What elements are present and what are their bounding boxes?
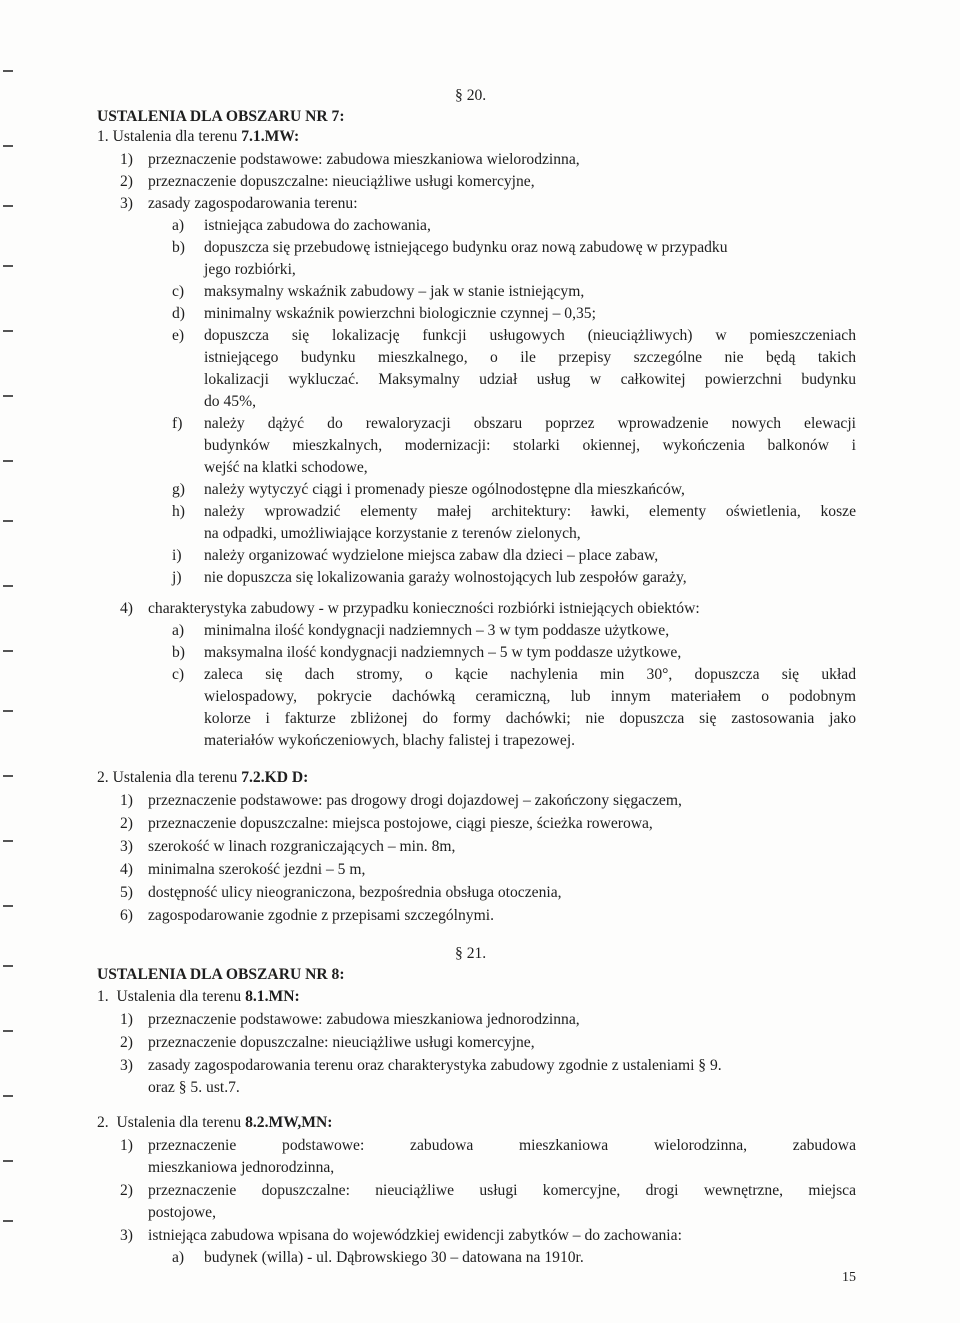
list-item: zagospodarowanie zgodnie z przepisami szczególnymi.: [148, 907, 494, 924]
list-letter: a): [172, 1249, 185, 1266]
binder-mark: [3, 70, 13, 72]
list-item: maksymalna ilość kondygnacji nadziemnych – 5 w tym poddasze użytkowe,: [204, 644, 682, 661]
binder-mark: [3, 965, 13, 967]
list-item: przeznaczenie dopuszczalne: nieuciążliwe usługi komercyjne,: [148, 173, 535, 190]
list-number: 3): [120, 838, 133, 855]
list-item-cont: jego rozbiórki,: [204, 261, 296, 278]
list-letter: e): [172, 327, 185, 344]
list-item: przeznaczenie podstawowe: zabudowa mieszkaniowa wielorodzinna, zabudowa: [148, 1137, 856, 1154]
list-item: budynek (willa) - ul. Dąbrowskiego 30 – datowana na 1910r.: [204, 1249, 584, 1266]
list-item-cont: budynków mieszkalnych, modernizacji: stolarki okiennej, wykończenia balkonów i: [204, 437, 856, 454]
list-number: 2): [120, 1182, 133, 1199]
subsection-title-text: 2. Ustalenia dla terenu: [97, 769, 242, 786]
list-number: 2): [120, 173, 133, 190]
list-item-cont: oraz § 5. ust.7.: [148, 1079, 240, 1096]
list-number: 2): [120, 1034, 133, 1051]
list-item: przeznaczenie dopuszczalne: miejsca postojowe, ciągi piesze, ścieżka rowerowa,: [148, 815, 653, 832]
list-letter: d): [172, 305, 185, 322]
list-item-cont: kolorze i fakturze zbliżonej do formy dachówki; nie dopuszcza się zastosowania jako: [204, 710, 856, 727]
list-number: 3): [120, 195, 133, 212]
binder-mark: [3, 710, 13, 712]
list-item: minimalna ilość kondygnacji nadziemnych – 3 w tym poddasze użytkowe,: [204, 622, 670, 639]
binder-mark: [3, 460, 13, 462]
section-header: USTALENIA DLA OBSZARU NR 8:: [97, 966, 345, 983]
list-item: maksymalny wskaźnik zabudowy – jak w stanie istniejącym,: [204, 283, 585, 300]
list-item: przeznaczenie podstawowe: zabudowa mieszkaniowa jednorodzinna,: [148, 1011, 580, 1028]
list-item: przeznaczenie dopuszczalne: nieuciążliwe usługi komercyjne,: [148, 1034, 535, 1051]
list-number: 1): [120, 1011, 133, 1028]
page-number: 15: [842, 1270, 856, 1285]
list-item: przeznaczenie dopuszczalne: nieuciążliwe usługi komercyjne, drogi wewnętrzne, miejsca: [148, 1182, 856, 1199]
binder-mark: [3, 1095, 13, 1097]
list-item-cont: materiałów wykończeniowych, blachy falistej i trapezowej.: [204, 732, 576, 749]
area-code: 7.1.MW:: [241, 128, 300, 145]
list-letter: b): [172, 644, 185, 661]
list-number: 2): [120, 815, 133, 832]
list-item-cont: lokalizacji wykluczać. Maksymalny udział usług w całkowitej powierzchni budynku: [204, 371, 856, 388]
section-header: USTALENIA DLA OBSZARU NR 7:: [97, 108, 345, 125]
list-item: przeznaczenie podstawowe: pas drogowy drogi dojazdowej – zakończony sięgaczem,: [148, 792, 682, 809]
list-item: należy wytyczyć ciągi i promenady piesze ogólnodostępne dla mieszkańców,: [204, 481, 685, 498]
list-item: minimalna szerokość jezdni – 5 m,: [148, 861, 366, 878]
list-item: należy wprowadzić elementy małej architektury: ławki, elementy oświetlenia, kosze: [204, 503, 856, 520]
list-number: 4): [120, 600, 133, 617]
list-letter: a): [172, 217, 185, 234]
binder-mark: [3, 520, 13, 522]
list-letter: a): [172, 622, 185, 639]
binder-mark: [3, 650, 13, 652]
list-letter: i): [172, 547, 182, 564]
list-letter: c): [172, 666, 185, 683]
list-letter: h): [172, 503, 185, 520]
list-letter: c): [172, 283, 185, 300]
list-item-cont: wejść na klatki schodowe,: [204, 459, 368, 476]
paragraph-number: § 21.: [455, 945, 487, 962]
binder-mark: [3, 840, 13, 842]
list-letter: f): [172, 415, 183, 432]
binder-mark: [3, 1220, 13, 1222]
list-item-cont: do 45%,: [204, 393, 256, 410]
list-item-cont: istniejącego budynku mieszkalnego, o ile przepisy szczególne nie będą takich: [204, 349, 856, 366]
list-item: dopuszcza się przebudowę istniejącego budynku oraz nową zabudowę w przypadku: [204, 239, 728, 256]
binder-mark: [3, 330, 13, 332]
list-number: 1): [120, 1137, 133, 1154]
list-item: minimalny wskaźnik powierzchni biologicznie czynnej – 0,35;: [204, 305, 596, 322]
area-code: 8.2.MW,MN:: [245, 1114, 333, 1131]
subsection-title: [97, 127, 299, 147]
list-item-cont: mieszkaniowa jednorodzinna,: [148, 1159, 335, 1176]
list-number: 3): [120, 1227, 133, 1244]
list-item-cont: na odpadki, umożliwiające korzystanie z terenów zielonych,: [204, 525, 581, 542]
list-item: przeznaczenie podstawowe: zabudowa mieszkaniowa wielorodzinna,: [148, 151, 580, 168]
list-letter: b): [172, 239, 185, 256]
binder-mark: [3, 775, 13, 777]
subsection-title-text: 2. Ustalenia dla terenu: [97, 1114, 246, 1131]
list-letter: g): [172, 481, 185, 498]
list-item: należy organizować wydzielone miejsca zabaw dla dzieci – place zabaw,: [204, 547, 659, 564]
area-code: 7.2.KD D:: [241, 769, 309, 786]
list-item: należy dążyć do rewaloryzacji obszaru poprzez wprowadzenie nowych elewacji: [204, 415, 856, 432]
list-number: 4): [120, 861, 133, 878]
subsection-title: [97, 768, 308, 788]
list-item: szerokość w linach rozgraniczających – min. 8m,: [148, 838, 456, 855]
list-number: 1): [120, 151, 133, 168]
list-number: 5): [120, 884, 133, 901]
list-item: istniejąca zabudowa wpisana do wojewódzkiej ewidencji zabytków – do zachowania:: [148, 1227, 682, 1244]
list-item: dopuszcza się lokalizację funkcji usługowych (nieuciążliwych) w pomieszczeniach: [204, 327, 856, 344]
area-code: 8.1.MN:: [245, 988, 300, 1005]
subsection-title: [97, 1113, 332, 1133]
binder-mark: [3, 395, 13, 397]
list-item: charakterystyka zabudowy - w przypadku konieczności rozbiórki istniejących obiektów:: [148, 600, 700, 617]
binder-mark: [3, 205, 13, 207]
list-item: zasady zagospodarowania terenu oraz charakterystyka zabudowy zgodnie z ustaleniami § 9.: [148, 1057, 722, 1074]
paragraph-number: § 20.: [455, 87, 487, 104]
list-item: zaleca się dach stromy, o kącie nachylenia min 30°, dopuszcza się układ: [204, 666, 856, 683]
list-item-cont: wielospadowy, pokrycie dachówką ceramiczną, lub innym materiałem o podobnym: [204, 688, 856, 705]
list-number: 1): [120, 792, 133, 809]
list-number: 3): [120, 1057, 133, 1074]
subsection-title: [97, 987, 300, 1007]
list-item: nie dopuszcza się lokalizowania garaży wolnostojących lub zespołów garaży,: [204, 569, 687, 586]
binder-mark: [3, 1030, 13, 1032]
list-letter: j): [172, 569, 182, 586]
binder-mark: [3, 1160, 13, 1162]
binder-mark: [3, 145, 13, 147]
binder-mark: [3, 585, 13, 587]
subsection-title-text: 1. Ustalenia dla terenu: [97, 128, 242, 145]
binder-mark: [3, 265, 13, 267]
list-item: zasady zagospodarowania terenu:: [148, 195, 358, 212]
list-item: dostępność ulicy nieograniczona, bezpośrednia obsługa otoczenia,: [148, 884, 562, 901]
binder-mark: [3, 905, 13, 907]
list-item-cont: postojowe,: [148, 1204, 217, 1221]
subsection-title-text: 1. Ustalenia dla terenu: [97, 988, 246, 1005]
list-number: 6): [120, 907, 133, 924]
list-item: istniejąca zabudowa do zachowania,: [204, 217, 431, 234]
